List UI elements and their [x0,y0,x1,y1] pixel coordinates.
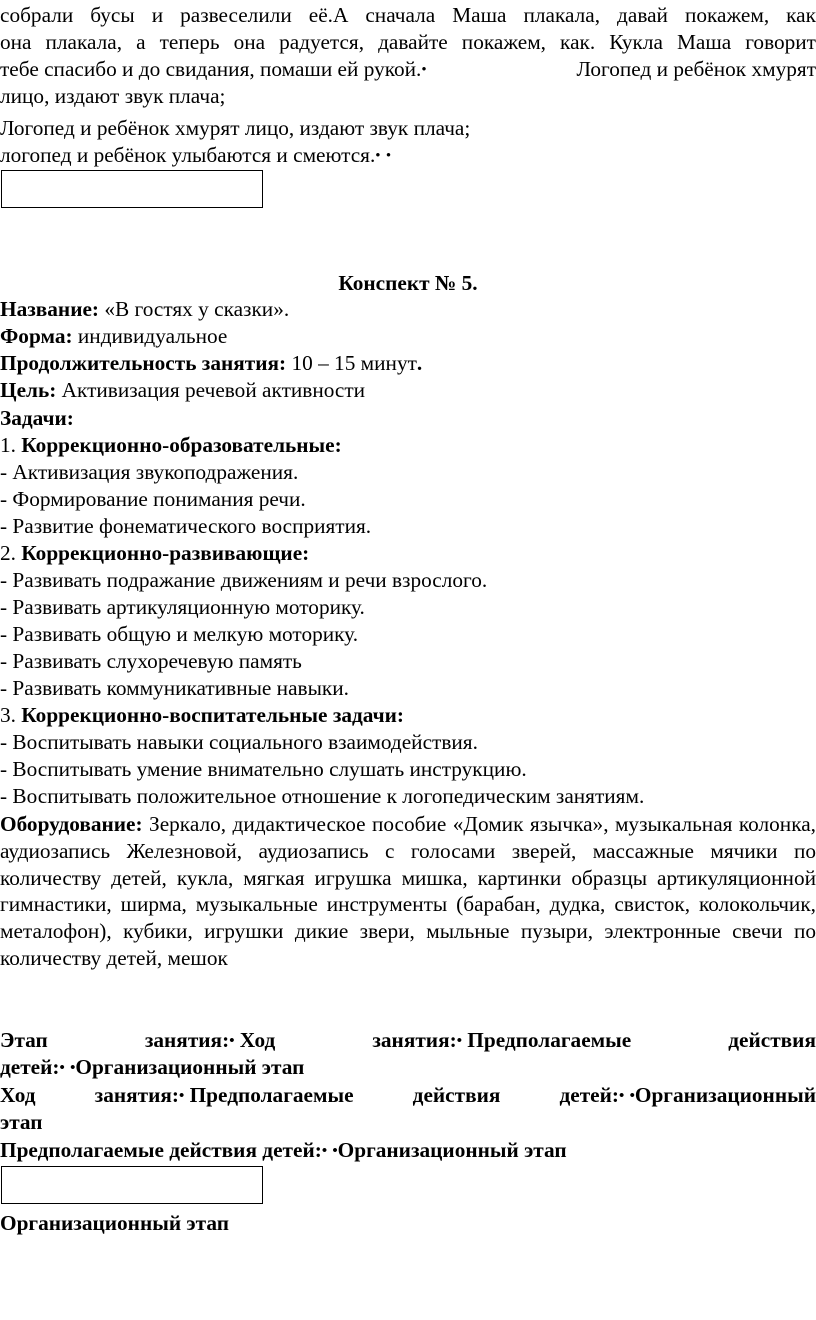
meta-duration [0,350,422,377]
meta-duration-end: . [416,351,423,375]
intro-line-2: она плакала, а теперь она радуется, давайте покажем, как. Кукла Маша говорит [0,30,816,54]
list-item: - Развивать подражание движениям и речи взрослого. [0,568,488,592]
table-fragment-line-3 [0,1082,816,1110]
meta-duration-label: Продолжительность занятия: [0,351,287,375]
section-heading [0,702,404,729]
meta-name [0,296,289,323]
list-item: - Активизация звукоподражения. [0,460,299,484]
bullet-icon: • [375,148,381,164]
equipment-paragraph [0,811,816,972]
fragment-word: действия [728,1028,816,1052]
fragment-word: занятия:• Предполагаемые [94,1083,354,1107]
bullet-icon: • [385,148,392,164]
intro-line-1: собрали бусы и развеселили её.А сначала Маша плакала, давай покажем, как [0,3,816,27]
table-fragment-line-1 [0,1027,816,1055]
meta-name-value: «В гостях у сказки». [99,297,290,321]
meta-form-value: индивидуальное [72,324,228,348]
list-item: - Развивать слухоречевую память [0,649,302,673]
section-num: 2. [0,541,22,565]
stage-label: Этап занятия: [0,1272,12,1274]
list-item: - Воспитывать навыки социального взаимодействия. [0,730,478,754]
section-heading [0,432,342,459]
bullet-icon: • [59,1060,65,1076]
intro-line-3-text: тебе спасибо и до свидания, помаши ей рукой.• [0,57,427,81]
list-item: - Развивать коммуникативные навыки. [0,676,349,700]
course-label: Ход занятия: [0,1276,11,1278]
bullet-icon: • [619,1088,625,1104]
intro-line-6 [0,142,391,170]
fragment-word: детей:• •Организационный [559,1083,816,1107]
intro-line-3 [0,56,816,84]
list-item: - Развивать артикуляционную моторику. [0,595,365,619]
table-fragment-line-6: Организационный этап [0,1211,229,1235]
fragment-word: занятия:• Ход [144,1028,276,1052]
section-title: Коррекционно-развивающие: [21,541,310,565]
bullet-icon: • [70,1060,76,1076]
equipment-text: Зеркало, дидактическое пособие «Домик язычка», музыкальная колонка, аудиозапись Железновой, аудиозапись с голосами зверей, массажные мячики по количеству детей, кукла, мягкая игрушка мишка, картинки образцы артикуляционной гимнастики, ширма, музыкальные инструменты (барабан, дудка, свисток, колокольчик, металофон), кубики, игрушки дикие звери, мыльные пузыри, электронные свечи по количеству детей, мешок [0,812,816,970]
bullet-icon: • [321,1143,328,1159]
bullet-icon: • [179,1088,185,1104]
bullet-icon: • [229,1033,235,1049]
meta-tasks [0,405,74,432]
meta-name-label: Название: [0,297,100,321]
list-item: - Воспитывать положительное отношение к логопедическим занятиям. [0,784,645,808]
meta-duration-value: 10 – 15 минут [286,351,417,375]
section-heading [0,540,309,567]
meta-goal-label: Цель: [0,378,57,402]
page-title: Конспект № 5. [338,271,478,295]
empty-table-cell [1,1166,263,1204]
table-fragment-line-5: Предполагаемые действия детей:• •Организационный этап [0,1138,567,1162]
fragment-word: действия [412,1083,501,1107]
intro-line-5: Логопед и ребёнок хмурят лицо, издают звук плача; [0,116,471,140]
meta-tasks-label: Задачи: [0,406,74,430]
bullet-icon: • [629,1088,635,1104]
intro-line-3-tail: Логопед и ребёнок хмурят [576,57,816,81]
meta-goal-value: Активизация речевой активности [56,378,366,402]
meta-form-label: Форма: [0,324,73,348]
empty-table-cell [1,170,263,208]
equipment-label: Оборудование: [0,812,143,836]
bullet-icon: • [456,1033,462,1049]
section-num: 3. [0,703,22,727]
section-title: Коррекционно-образовательные: [21,433,342,457]
intro-line-4: лицо, издают звук плача; [0,84,226,108]
section-title: Коррекционно-воспитательные задачи: [21,703,404,727]
table-fragment-line-2: детей:• •Организационный этап [0,1055,305,1079]
bullet-icon: • [332,1143,338,1159]
list-item: - Формирование понимания речи. [0,487,306,511]
intro-line-6-text: логопед и ребёнок улыбаются и смеются. [0,143,376,167]
fragment-word: Этап [0,1028,48,1052]
list-item: - Развитие фонематического восприятия. [0,514,372,538]
bullet-icon: • [421,62,427,78]
fragment-word: Ход [0,1083,36,1107]
table-fragment-line-4: этап [0,1110,43,1134]
list-item: - Воспитывать умение внимательно слушать инструкцию. [0,757,527,781]
meta-form [0,323,227,350]
list-item: - Развивать общую и мелкую моторику. [0,622,359,646]
fragment-word: занятия:• Предполагаемые [372,1028,632,1052]
meta-goal [0,377,365,404]
section-num: 1. [0,433,22,457]
